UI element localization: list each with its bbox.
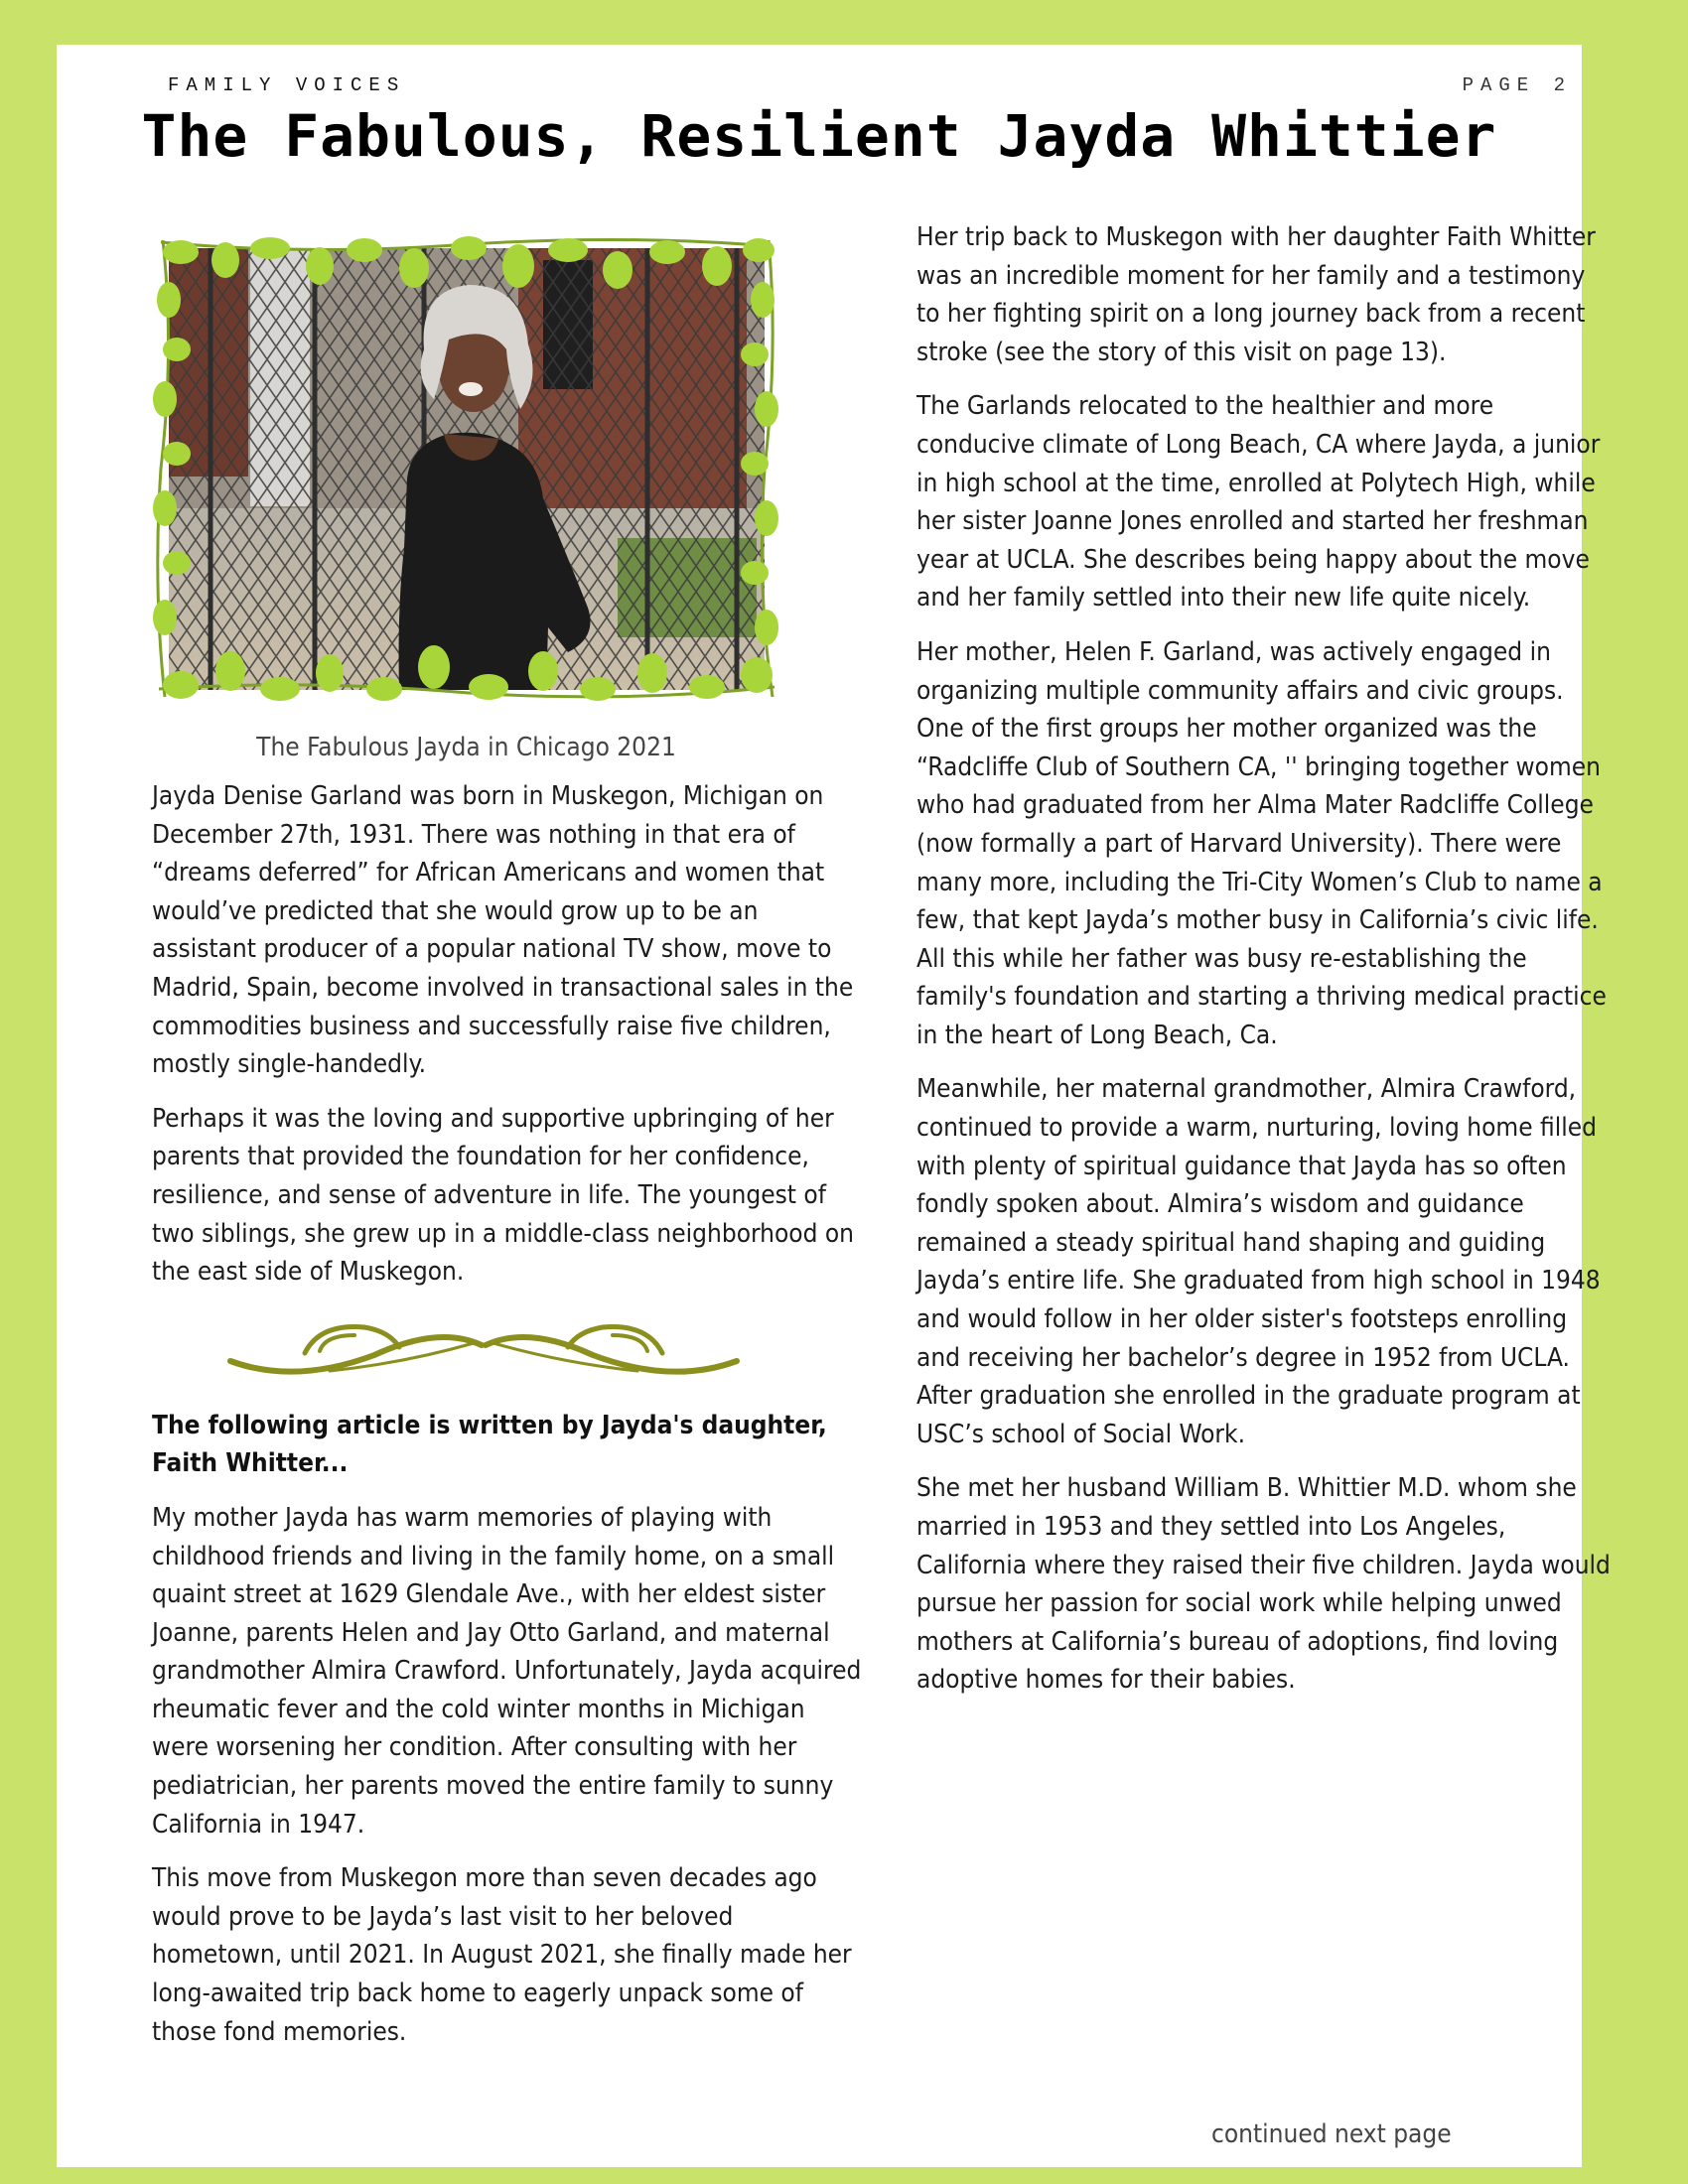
paragraph: Jayda Denise Garland was born in Muskegon, Michigan on December 27th, 1931. There was nothing in that era of “dreams deferred” for African Americans and women that would’ve predicted that she would grow up to be an assistant producer of a popular national TV show, move to Madrid, Spain, become involved in transactional sales in the commodities business and successfully raise five children, mostly single-handedly. — [152, 781, 854, 1080]
left-column — [152, 777, 867, 2067]
paragraph: Meanwhile, her maternal grandmother, Almira Crawford, continued to provide a warm, nurturing, loving home filled with plenty of spiritual guidance that Jayda has so often fondly spoken about. Almira’s wisdom and guidance remained a steady spiritual hand shaping and guiding Jayda’s entire life. She graduated from high school in 1948 and would follow in her older sister's footsteps enrolling and receiving her bachelor’s degree in 1952 from UCLA. After graduation she enrolled in the graduate program at USC’s school of Social Work. — [916, 1074, 1601, 1449]
publication-name: FAMILY VOICES — [168, 74, 406, 96]
photo-caption: The Fabulous Jayda in Chicago 2021 — [256, 733, 676, 762]
paragraph: Her trip back to Muskegon with her daughter Faith Whitter was an incredible moment for her family and a testimony to her fighting spirit on a long journey back from a recent stroke (see the story of this visit on page 13). — [916, 222, 1596, 367]
paragraph: This move from Muskegon more than seven decades ago would prove to be Jayda’s last visit to her beloved hometown, until 2021. In August 2021, she finally made her long-awaited trip back home to eagerly unpack some of those fond memories. — [152, 1863, 852, 2047]
continued-next-page-link[interactable]: continued next page — [1211, 2119, 1452, 2149]
page-number: PAGE 2 — [1462, 74, 1572, 96]
paragraph: She met her husband William B. Whittier M.D. whom she married in 1953 and they settled into Los Angeles, California where they raised their five children. Jayda would pursue her passion for social work while helping unwed mothers at California’s bureau of adoptions, find loving adoptive homes for their babies. — [916, 1473, 1611, 1696]
paragraph: Her mother, Helen F. Garland, was actively engaged in organizing multiple community affairs and civic groups. One of the first groups her mother organized was the “Radcliffe Club of Southern CA, '' bringing together women who had graduated from her Alma Mater Radcliffe College (now formally a part of Harvard University). There were many more, including the Tri-City Women’s Club to name a few, that kept Jayda’s mother busy in California’s civic life. All this while her father was busy re-establishing the family's foundation and starting a thriving medical practice in the heart of Long Beach, Ca. — [916, 636, 1607, 1050]
article-title: The Fabulous, Resilient Jayda Whittier — [141, 102, 1497, 170]
paragraph: The Garlands relocated to the healthier and more conducive climate of Long Beach, CA where Jayda, a junior in high school at the time, enrolled at Polytech High, while her sister Joanne Jones enrolled and started her freshman year at UCLA. She describes being happy about the move and her family settled into their new life quite nicely. — [916, 391, 1601, 614]
vine-frame-border — [151, 230, 781, 707]
paragraph: Perhaps it was the loving and supportive upbringing of her parents that provided the foundation for her confidence, resilience, and sense of adventure in life. The youngest of two siblings, she grew up in a middle-class neighborhood on the east side of Muskegon. — [152, 1103, 855, 1288]
right-column — [916, 218, 1612, 1715]
flourish-divider-icon — [225, 1313, 742, 1379]
newsletter-page — [57, 45, 1611, 2167]
article-photo — [151, 230, 781, 707]
author-intro: The following article is written by Jayda's daughter, Faith Whitter... — [152, 1410, 827, 1479]
paragraph: My mother Jayda has warm memories of playing with childhood friends and living in the family home, on a small quaint street at 1629 Glendale Ave., with her eldest sister Joanne, parents Helen and Jay Otto Garland, and maternal grandmother Almira Crawford. Unfortunately, Jayda acquired rheumatic fever and the cold winter months in Michigan were worsening her condition. After consulting with her pediatrician, her parents moved the entire family to sunny California in 1947. — [152, 1502, 862, 1840]
